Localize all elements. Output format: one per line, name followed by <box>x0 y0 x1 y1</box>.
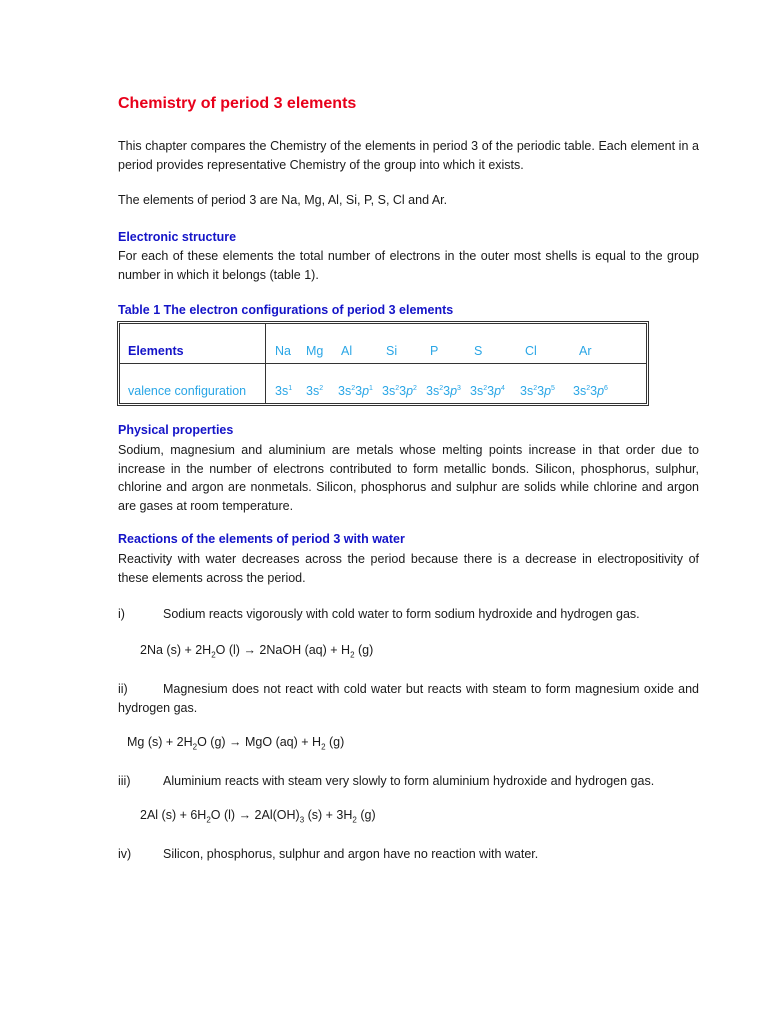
page-title: Chemistry of period 3 elements <box>118 95 357 112</box>
element-cell: Si <box>386 344 398 358</box>
list-item-number: i) <box>118 607 125 621</box>
electron-config-table <box>117 321 649 406</box>
equation-sodium: 2Na $(s) + 2H_2O$ (l) → 2NaOH $(aq) + H_2$ (g) <box>140 643 374 660</box>
elements-list-paragraph: The elements of period 3 are Na, Mg, Al, Si, P, S, Cl and Ar. <box>118 193 448 207</box>
element-cell: P <box>430 344 439 358</box>
element-cell: Na <box>275 344 291 358</box>
config-cell: $3s^23p^4$ <box>470 384 505 398</box>
intro-paragraph: This chapter compares the Chemistry of the elements in period 3 of the periodic table. Each element in a period provides representative Chemistry of the group into which it exists. <box>118 139 699 172</box>
config-cell: $3s^2$ <box>306 384 324 398</box>
config-cell: $3s^23p^6$ <box>573 384 608 398</box>
list-item <box>118 845 699 864</box>
config-cell: $3s^23p^2$ <box>382 384 417 398</box>
row-label-elements: Elements <box>128 344 184 358</box>
s-exponent: 2 <box>439 384 444 392</box>
p-exponent: 5 <box>551 384 555 392</box>
list-item-text: Silicon, phosphorus, sulphur and argon have no reaction with water. <box>163 847 539 861</box>
p-exponent: 2 <box>413 384 417 392</box>
p-exponent: 4 <box>501 384 505 392</box>
s-exponent: 2 <box>351 384 356 392</box>
config-cell: $3s^23p^3$ <box>426 384 461 398</box>
list-item-number: iii) <box>118 774 131 788</box>
table-row-valence <box>120 364 646 403</box>
table-row-elements <box>120 324 646 364</box>
element-cell: Ar <box>579 344 592 358</box>
p-exponent: 3 <box>457 384 461 392</box>
s-exponent: 2 <box>586 384 591 392</box>
element-cell: S <box>474 344 483 358</box>
p-exponent: 1 <box>369 384 373 392</box>
s-exponent: 2 <box>533 384 538 392</box>
reactions-heading: Reactions of the elements of period 3 with water <box>118 532 405 546</box>
list-item-text: Sodium reacts vigorously with cold water to form sodium hydroxide and hydrogen gas. <box>163 607 640 621</box>
physical-properties-heading: Physical properties <box>118 423 234 437</box>
element-cell: Al <box>341 344 353 358</box>
list-item <box>118 680 699 717</box>
element-cell: Cl <box>525 344 537 358</box>
table-caption: Table 1 The electron configurations of period 3 elements <box>118 303 454 317</box>
list-item-number: iv) <box>118 847 132 861</box>
s-exponent: 2 <box>319 384 324 392</box>
row-label-valence: valence configuration <box>128 384 247 398</box>
element-cell: Mg <box>306 344 324 358</box>
physical-properties-text: Sodium, magnesium and aluminium are metals whose melting points increase in that order due to increase in the number of electrons contributed to form metallic bonds. Silicon, phosphorus, sulphur, chlorine and argon are nonmetals. Silicon, phosphorus and sulphur are solids while chlorine and argon are gases at room temperature. <box>118 443 699 513</box>
config-cell: $3s^23p^1$ <box>338 384 373 398</box>
config-cell: $3s^1$ <box>275 384 293 398</box>
s-exponent: 2 <box>395 384 400 392</box>
electronic-structure-text: For each of these elements the total number of electrons in the outer most shells is equal to the group number in which it belongs (table 1). <box>118 249 699 282</box>
list-item <box>118 772 699 791</box>
list-item-number: ii) <box>118 682 128 696</box>
p-exponent: 6 <box>604 384 608 392</box>
config-cell: $3s^23p^5$ <box>520 384 555 398</box>
equation-magnesium: Mg $(s) + 2H_2O$ (g) → MgO $(aq) + H_2$ (g) <box>127 735 345 752</box>
list-item <box>118 605 699 624</box>
reactions-text: Reactivity with water decreases across the period because there is a decrease in electropositivity of these elements across the period. <box>118 552 699 585</box>
equation-aluminium: 2Al $(s) + 6H_2O$ $(l) \to 2Al(OH)_3$ $(s) + 3H_2$ (g) <box>140 808 376 825</box>
electronic-structure-heading: Electronic structure <box>118 230 237 244</box>
s-exponent: 1 <box>288 384 293 392</box>
s-exponent: 2 <box>483 384 488 392</box>
list-item-text: Aluminium reacts with steam very slowly to form aluminium hydroxide and hydrogen gas. <box>163 774 655 788</box>
list-item-text: Magnesium does not react with cold water but reacts with steam to form magnesium oxide and hydrogen gas. <box>118 682 699 715</box>
